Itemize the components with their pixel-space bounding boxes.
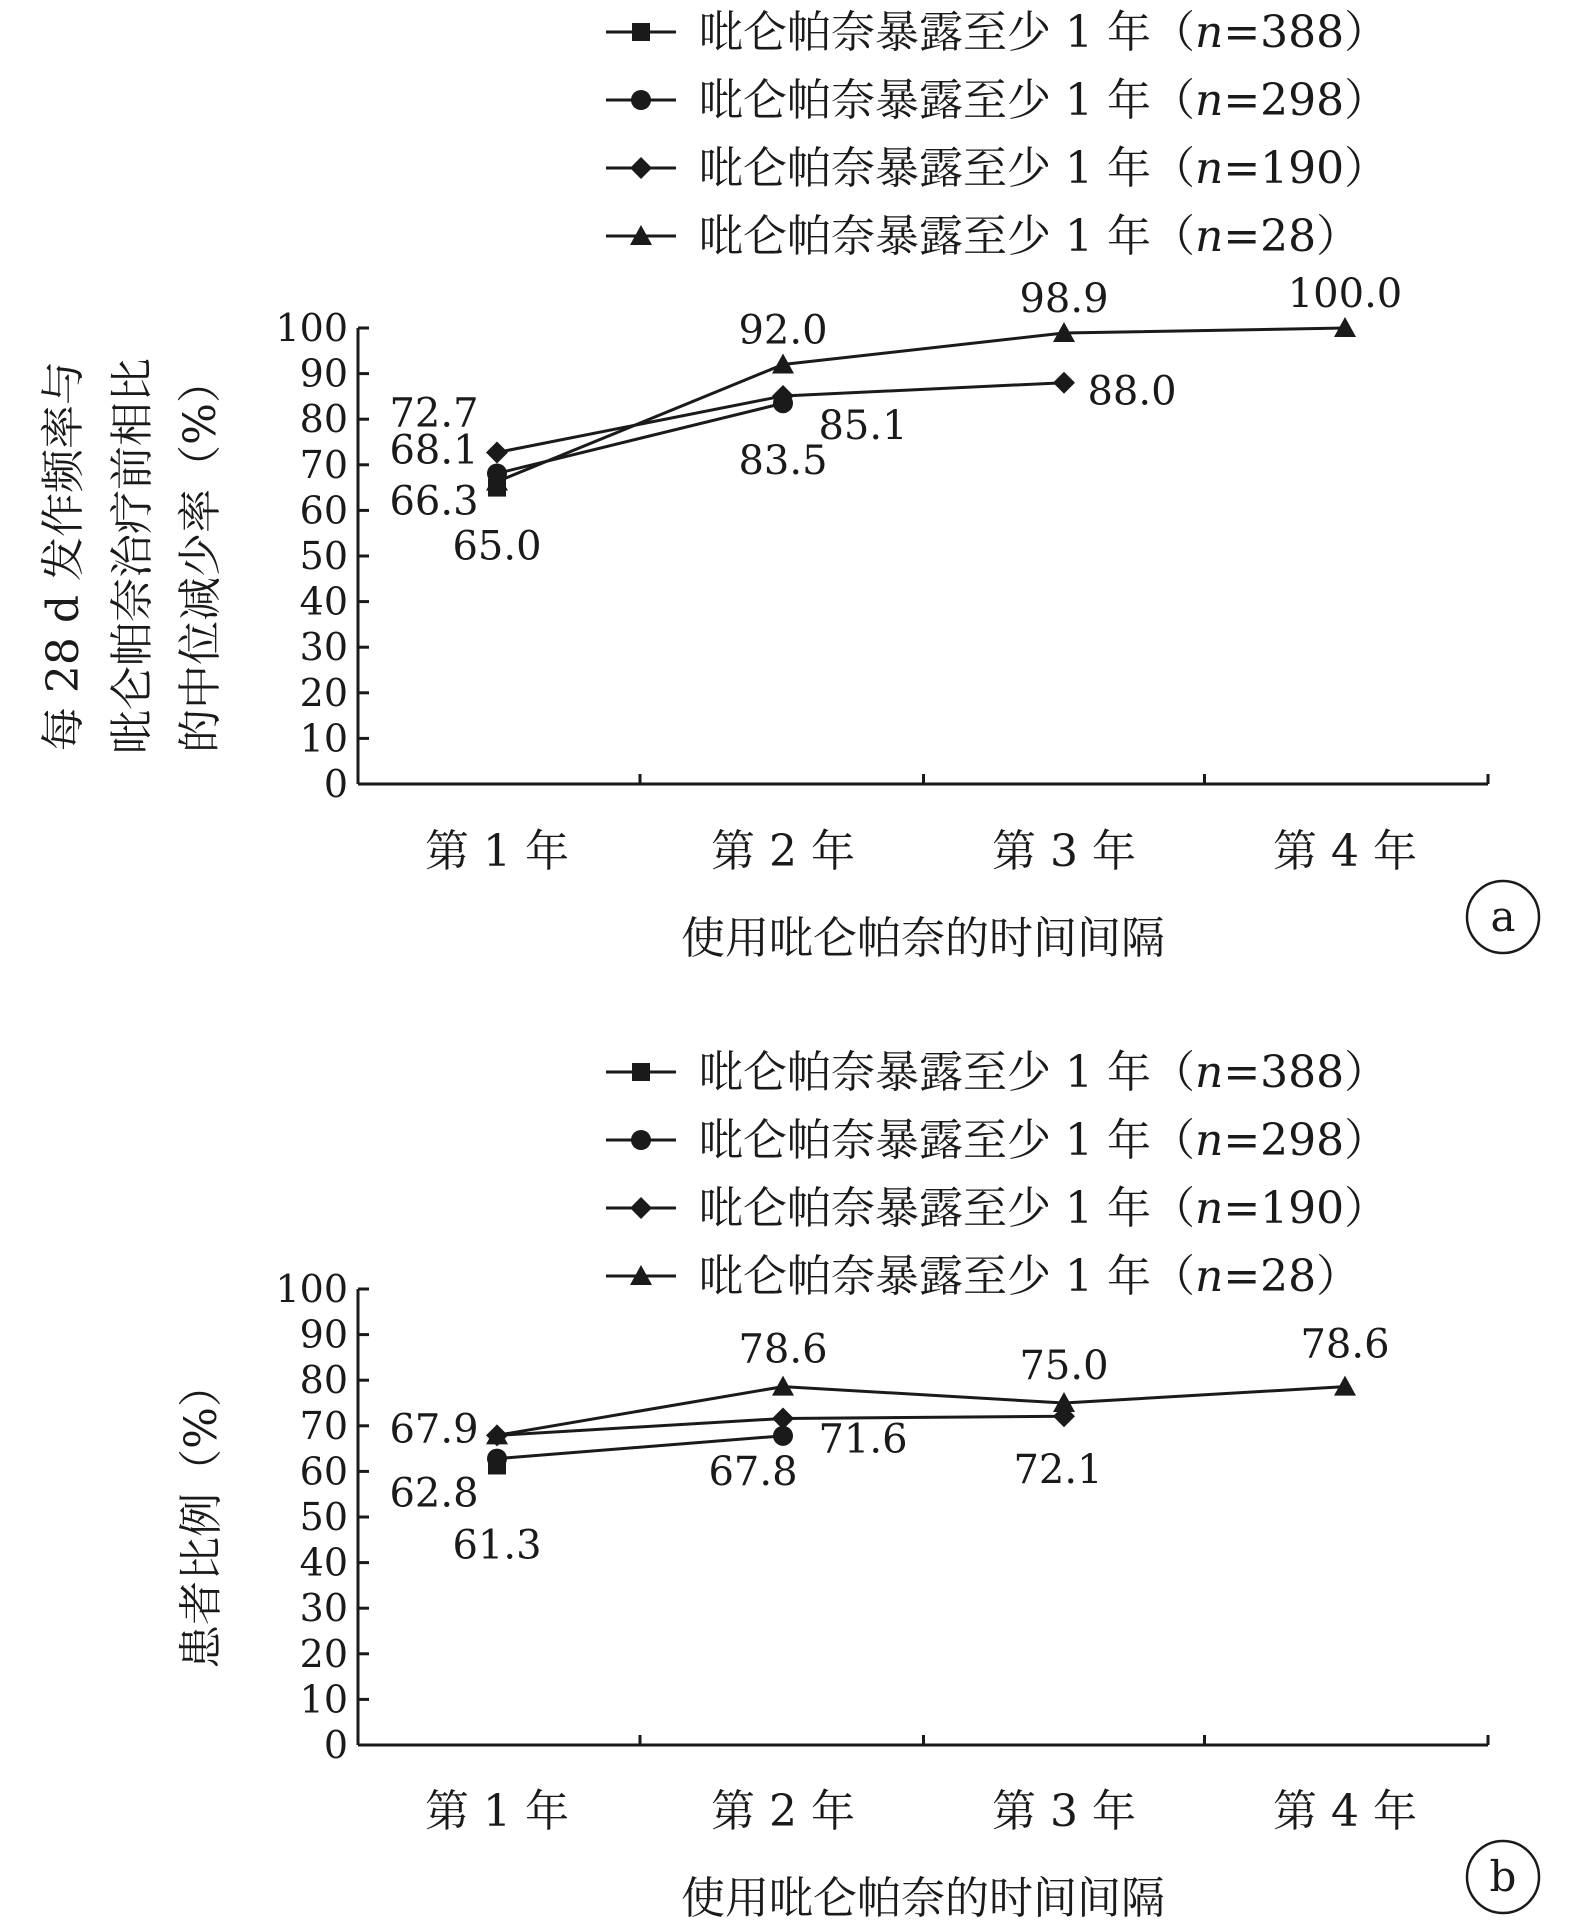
legend-label: 吡仑帕奈暴露至少 1 年（n=190） bbox=[699, 143, 1389, 194]
data-label: 67.9 bbox=[389, 1406, 479, 1453]
y-axis-title: 患者比例（%） bbox=[176, 1363, 227, 1669]
y-tick-label: 50 bbox=[299, 534, 348, 578]
legend-item bbox=[606, 75, 1388, 126]
data-label: 71.6 bbox=[818, 1416, 908, 1463]
y-tick-label: 20 bbox=[299, 670, 348, 715]
x-axis-title: 使用吡仑帕奈的时间间隔 bbox=[681, 913, 1165, 964]
legend-label: 吡仑帕奈暴露至少 1 年（n=190） bbox=[699, 1183, 1389, 1234]
data-label: 100.0 bbox=[1287, 271, 1403, 317]
data-label: 61.3 bbox=[452, 1522, 542, 1569]
y-tick-label: 60 bbox=[299, 1449, 348, 1494]
x-tick-label: 第 4 年 bbox=[1273, 826, 1417, 877]
data-label: 72.7 bbox=[389, 390, 479, 437]
y-tick-label: 80 bbox=[299, 397, 348, 442]
legend-marker bbox=[630, 1197, 652, 1219]
y-axis-title: 的中位减少率（%） bbox=[175, 359, 226, 753]
y-tick-label: 90 bbox=[299, 1312, 348, 1357]
y-axis-title: 每 28 d 发作频率与 bbox=[38, 360, 89, 752]
legend-label: 吡仑帕奈暴露至少 1 年（n=298） bbox=[699, 1115, 1389, 1166]
x-tick-label: 第 2 年 bbox=[711, 1786, 855, 1837]
series-line bbox=[497, 328, 1345, 485]
data-label: 68.1 bbox=[389, 427, 479, 474]
legend-item bbox=[606, 1115, 1388, 1166]
x-tick-label: 第 3 年 bbox=[992, 826, 1136, 877]
legend-marker bbox=[632, 23, 650, 41]
panel-a bbox=[38, 7, 1539, 964]
y-tick-label: 30 bbox=[299, 1586, 348, 1631]
legend-marker bbox=[630, 157, 652, 179]
x-tick-label: 第 1 年 bbox=[425, 826, 569, 877]
legend-marker bbox=[631, 90, 651, 110]
legend bbox=[606, 7, 1388, 262]
y-tick-label: 20 bbox=[299, 1631, 348, 1676]
y-tick-label: 10 bbox=[299, 1677, 348, 1722]
legend-item bbox=[606, 1251, 1360, 1302]
y-tick-label: 60 bbox=[299, 488, 348, 533]
panel-letter: b bbox=[1489, 1852, 1517, 1901]
x-axis-title: 使用吡仑帕奈的时间间隔 bbox=[681, 1873, 1165, 1921]
y-tick-label: 90 bbox=[299, 351, 348, 396]
y-tick-label: 30 bbox=[299, 625, 348, 670]
data-label: 78.6 bbox=[1300, 1321, 1390, 1368]
x-tick-label: 第 3 年 bbox=[992, 1786, 1136, 1837]
y-tick-label: 40 bbox=[299, 579, 348, 624]
series-triangle bbox=[486, 317, 1356, 491]
panel-letter: a bbox=[1490, 892, 1516, 941]
data-label: 85.1 bbox=[818, 402, 908, 449]
data-label: 62.8 bbox=[389, 1470, 479, 1517]
y-tick-label: 100 bbox=[275, 306, 348, 350]
series-triangle bbox=[486, 1376, 1356, 1445]
data-label: 78.6 bbox=[738, 1326, 828, 1373]
legend-marker bbox=[632, 1063, 650, 1081]
legend-item bbox=[606, 1047, 1388, 1098]
y-tick-label: 70 bbox=[299, 1403, 348, 1448]
y-tick-label: 50 bbox=[299, 1495, 348, 1539]
legend-item bbox=[606, 7, 1388, 58]
y-tick-label: 0 bbox=[323, 762, 348, 806]
legend-label: 吡仑帕奈暴露至少 1 年（n=28） bbox=[699, 1251, 1361, 1302]
legend-marker bbox=[631, 1130, 651, 1150]
y-tick-label: 0 bbox=[323, 1723, 348, 1767]
legend-item bbox=[606, 211, 1360, 262]
y-tick-label: 70 bbox=[299, 442, 348, 487]
data-label: 92.0 bbox=[738, 307, 828, 354]
data-label: 67.8 bbox=[708, 1448, 798, 1495]
data-label: 98.9 bbox=[1019, 276, 1109, 323]
y-tick-label: 10 bbox=[299, 716, 348, 761]
legend-label: 吡仑帕奈暴露至少 1 年（n=28） bbox=[699, 211, 1361, 262]
legend-item bbox=[606, 143, 1388, 194]
data-point bbox=[486, 441, 508, 463]
data-label: 65.0 bbox=[452, 523, 542, 570]
y-tick-label: 40 bbox=[299, 1540, 348, 1585]
legend-label: 吡仑帕奈暴露至少 1 年（n=298） bbox=[699, 75, 1389, 126]
data-label: 72.1 bbox=[1013, 1447, 1103, 1494]
panel-letter-badge bbox=[1467, 1841, 1539, 1913]
legend-item bbox=[606, 1183, 1388, 1234]
data-point bbox=[487, 1449, 507, 1469]
data-label: 83.5 bbox=[738, 438, 828, 485]
y-tick-label: 100 bbox=[275, 1267, 348, 1311]
y-tick-label: 80 bbox=[299, 1358, 348, 1403]
data-point bbox=[1053, 372, 1075, 394]
panel-letter-badge bbox=[1467, 881, 1539, 953]
x-tick-label: 第 2 年 bbox=[711, 826, 855, 877]
data-point bbox=[772, 1408, 794, 1430]
legend-label: 吡仑帕奈暴露至少 1 年（n=388） bbox=[699, 7, 1389, 58]
legend-label: 吡仑帕奈暴露至少 1 年（n=388） bbox=[699, 1047, 1389, 1098]
data-label: 88.0 bbox=[1087, 368, 1177, 415]
data-label: 66.3 bbox=[389, 478, 479, 525]
y-axis-title: 吡仑帕奈治疗前相比 bbox=[107, 358, 158, 754]
panel-b bbox=[176, 1047, 1539, 1921]
x-tick-label: 第 1 年 bbox=[425, 1786, 569, 1837]
x-tick-label: 第 4 年 bbox=[1273, 1786, 1417, 1837]
data-label: 75.0 bbox=[1019, 1343, 1109, 1389]
legend bbox=[606, 1047, 1388, 1302]
